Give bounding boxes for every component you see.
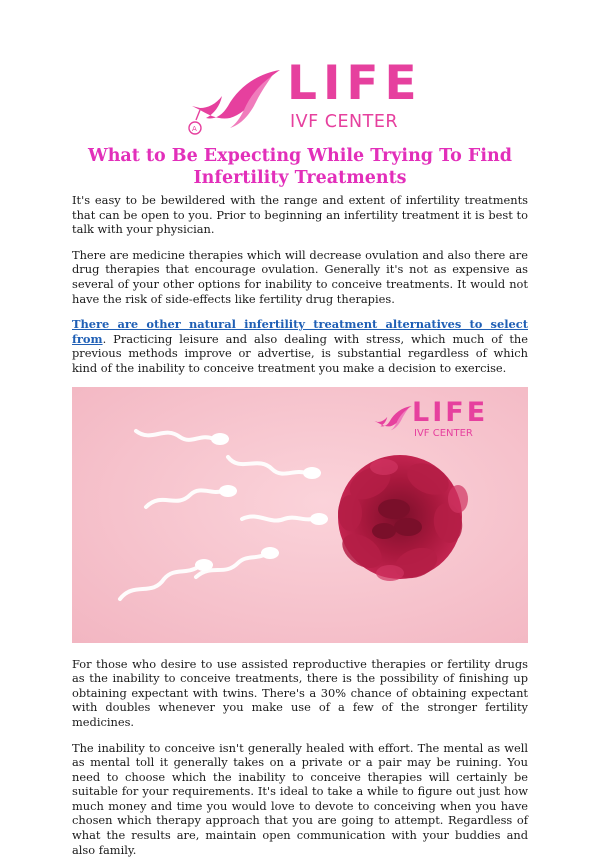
article-body: [72, 193, 528, 868]
paragraph-5: The inability to conceive isn't generally healed with effort. The mental as well as mental toll it generally takes on a private or a pair may be ruining. You need to choose which the inability to conceive therapies will certainly be suitable for your requirements. It's ideal to take a while to figure out just how much money and time you would love to devote to conceiving when you have chosen which therapy approach that you are going to attempt. Regardless of what the results are, maintain open communication with your buddies and also family.: [72, 740, 528, 857]
natural-treatments-link[interactable]: There are other natural infertility treatment alternatives to select from: [72, 317, 528, 346]
logo-word: LIFE: [287, 56, 423, 111]
article-title: What to Be Expecting While Trying To Find Infertility Treatments: [88, 146, 512, 188]
paragraph-4: For those who desire to use assisted reproductive therapies or fertility drugs as the inability to conceive treatments, there is the possibility of finishing up obtaining expectant with twins. There's a 30% chance of obtaining expectant with doubles whenever you make use of a few of the stronger fertility medicines.: [72, 656, 528, 729]
site-logo[interactable]: [186, 56, 423, 138]
paragraph-3: [72, 317, 528, 375]
paragraph-2: There are medicine therapies which will decrease ovulation and also there are drug therapies that encourage ovulation. Generally it's not as expensive as several of your other options for inability to conceive treatments. It would not have the risk of side-effects like fertility drug therapies.: [72, 247, 528, 306]
hero-image: [72, 387, 528, 643]
hero-logo-subtitle: IVF CENTER: [414, 427, 473, 439]
logo-subtitle: IVF CENTER: [290, 112, 399, 132]
hero-logo-word: LIFE: [412, 396, 489, 428]
paragraph-1: It's easy to be bewildered with the range and extent of infertility treatments that can be open to you. Prior to beginning an infertility treatment it is best to talk with your physician.: [72, 193, 528, 237]
stork-watermark-icon: [372, 401, 416, 437]
paragraph-3-text: . Practicing leisure and also dealing with stress, which much of the previous methods improve or advertise, is substantial regardless of which kind of the inability to conceive treatment you make a decision to exercise.: [72, 331, 528, 375]
svg-text:A: A: [192, 125, 197, 133]
hero-logo: [372, 396, 512, 447]
stork-logo-icon: [186, 66, 290, 136]
